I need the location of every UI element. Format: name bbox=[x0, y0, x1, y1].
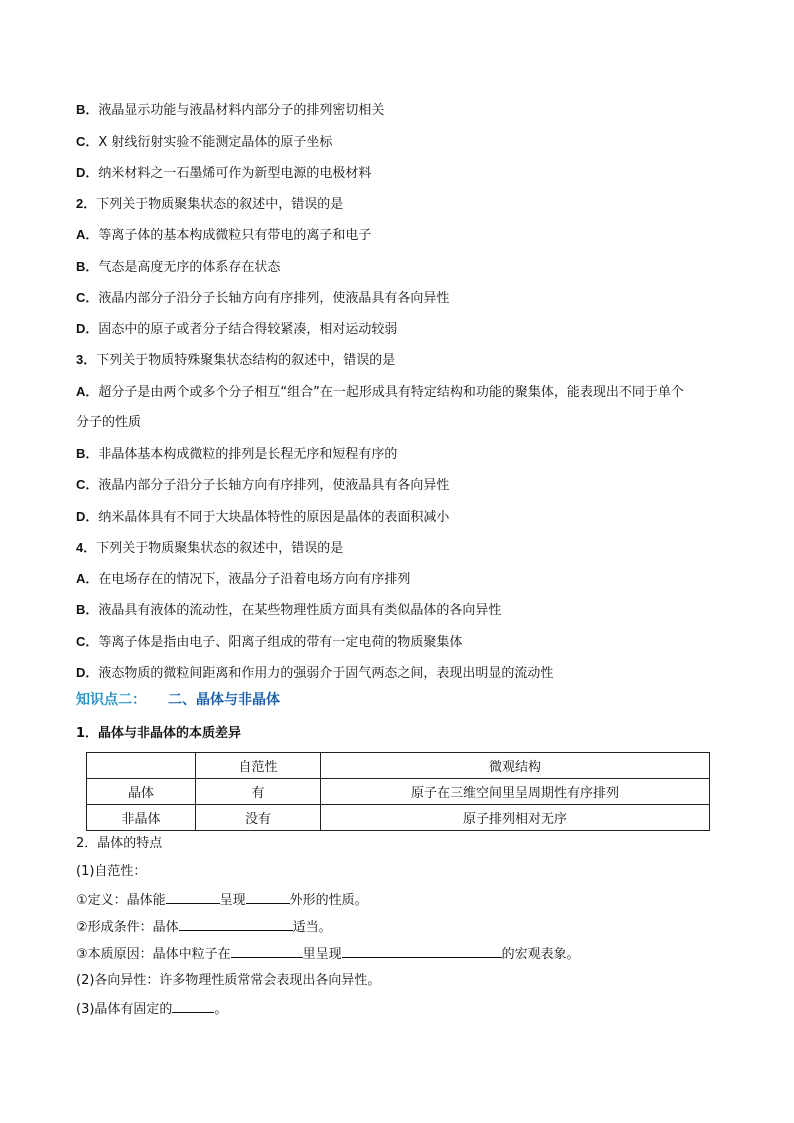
table-header-cell bbox=[87, 753, 196, 779]
q3-option-c: C．液晶内部分子沿分子长轴方向有序排列，使液晶具有各向异性 bbox=[76, 477, 450, 493]
q2-option-d: D．固态中的原子或者分子结合得较紧凑，相对运动较弱 bbox=[76, 321, 398, 337]
q2-option-b: B．气态是高度无序的体系存在状态 bbox=[76, 259, 281, 275]
table-header-cell: 微观结构 bbox=[321, 753, 710, 779]
table-cell: 原子在三维空间里呈周期性有序排列 bbox=[321, 779, 710, 805]
crystal-comparison-table bbox=[86, 752, 710, 831]
q3-option-a: A．超分子是由两个或多个分子相互“组合”在一起形成具有特定结构和功能的聚集体，能表现出不同于单个 bbox=[76, 384, 684, 400]
table-header-cell: 自范性 bbox=[196, 753, 321, 779]
q2-option-c: C．液晶内部分子沿分子长轴方向有序排列，使液晶具有各向异性 bbox=[76, 290, 450, 306]
q4-option-b: B．液晶具有液体的流动性，在某些物理性质方面具有类似晶体的各向异性 bbox=[76, 602, 502, 618]
subheading-essential-difference: 1．晶体与非晶体的本质差异 bbox=[76, 726, 242, 741]
section-title: 二、晶体与非晶体 bbox=[168, 692, 280, 708]
table-row bbox=[87, 779, 710, 805]
q1-option-d: D．纳米材料之一石墨烯可作为新型电源的电极材料 bbox=[76, 165, 372, 181]
table-cell: 原子排列相对无序 bbox=[321, 805, 710, 831]
table-header-row bbox=[87, 753, 710, 779]
blank-field bbox=[246, 890, 290, 904]
q3-option-a-cont: 分子的性质 bbox=[76, 415, 142, 430]
q3-option-b: B．非晶体基本构成微粒的排列是长程无序和短程有序的 bbox=[76, 446, 398, 462]
table-cell: 非晶体 bbox=[87, 805, 196, 831]
q3-stem: 3．下列关于物质特殊聚集状态结构的叙述中，错误的是 bbox=[76, 352, 396, 368]
table-cell: 晶体 bbox=[87, 779, 196, 805]
table-cell: 有 bbox=[196, 779, 321, 805]
definition-line: ①定义：晶体能 呈现 外形的性质。 bbox=[76, 890, 368, 910]
table-row bbox=[87, 805, 710, 831]
blank-field bbox=[179, 917, 293, 931]
q1-option-b: B．液晶显示功能与液晶材料内部分子的排列密切相关 bbox=[76, 102, 385, 118]
essential-cause-line: ③本质原因：晶体中粒子在 里呈现 的宏观表象。 bbox=[76, 944, 580, 964]
q3-option-d: D．纳米晶体具有不同于大块晶体特性的原因是晶体的表面积减小 bbox=[76, 509, 450, 525]
feature-fixed-point: (3)晶体有固定的 。 bbox=[76, 999, 227, 1019]
feature-anisotropy: (2)各向异性：许多物理性质常常会表现出各向异性。 bbox=[76, 973, 381, 988]
table-cell: 没有 bbox=[196, 805, 321, 831]
blank-field bbox=[166, 890, 220, 904]
q4-option-c: C．等离子体是指由电子、阳离子组成的带有一定电荷的物质聚集体 bbox=[76, 634, 463, 650]
blank-field bbox=[172, 999, 214, 1013]
q2-option-a: A．等离子体的基本构成微粒只有带电的离子和电子 bbox=[76, 227, 372, 243]
blank-field bbox=[342, 944, 502, 958]
blank-field bbox=[231, 944, 303, 958]
q1-option-c: C．X 射线衍射实验不能测定晶体的原子坐标 bbox=[76, 134, 333, 150]
q2-stem: 2．下列关于物质聚集状态的叙述中，错误的是 bbox=[76, 196, 344, 212]
formation-condition-line: ②形成条件：晶体 适当。 bbox=[76, 917, 332, 937]
feature-self-shaping: (1)自范性： bbox=[76, 864, 147, 879]
q4-option-d: D．液态物质的微粒间距离和作用力的强弱介于固气两态之间，表现出明显的流动性 bbox=[76, 665, 554, 681]
section-header bbox=[76, 691, 280, 710]
subheading-crystal-features: 2．晶体的特点 bbox=[76, 836, 163, 851]
q4-option-a: A．在电场存在的情况下，液晶分子沿着电场方向有序排列 bbox=[76, 571, 411, 587]
section-tag: 知识点二： bbox=[76, 692, 146, 708]
q4-stem: 4．下列关于物质聚集状态的叙述中，错误的是 bbox=[76, 540, 344, 556]
